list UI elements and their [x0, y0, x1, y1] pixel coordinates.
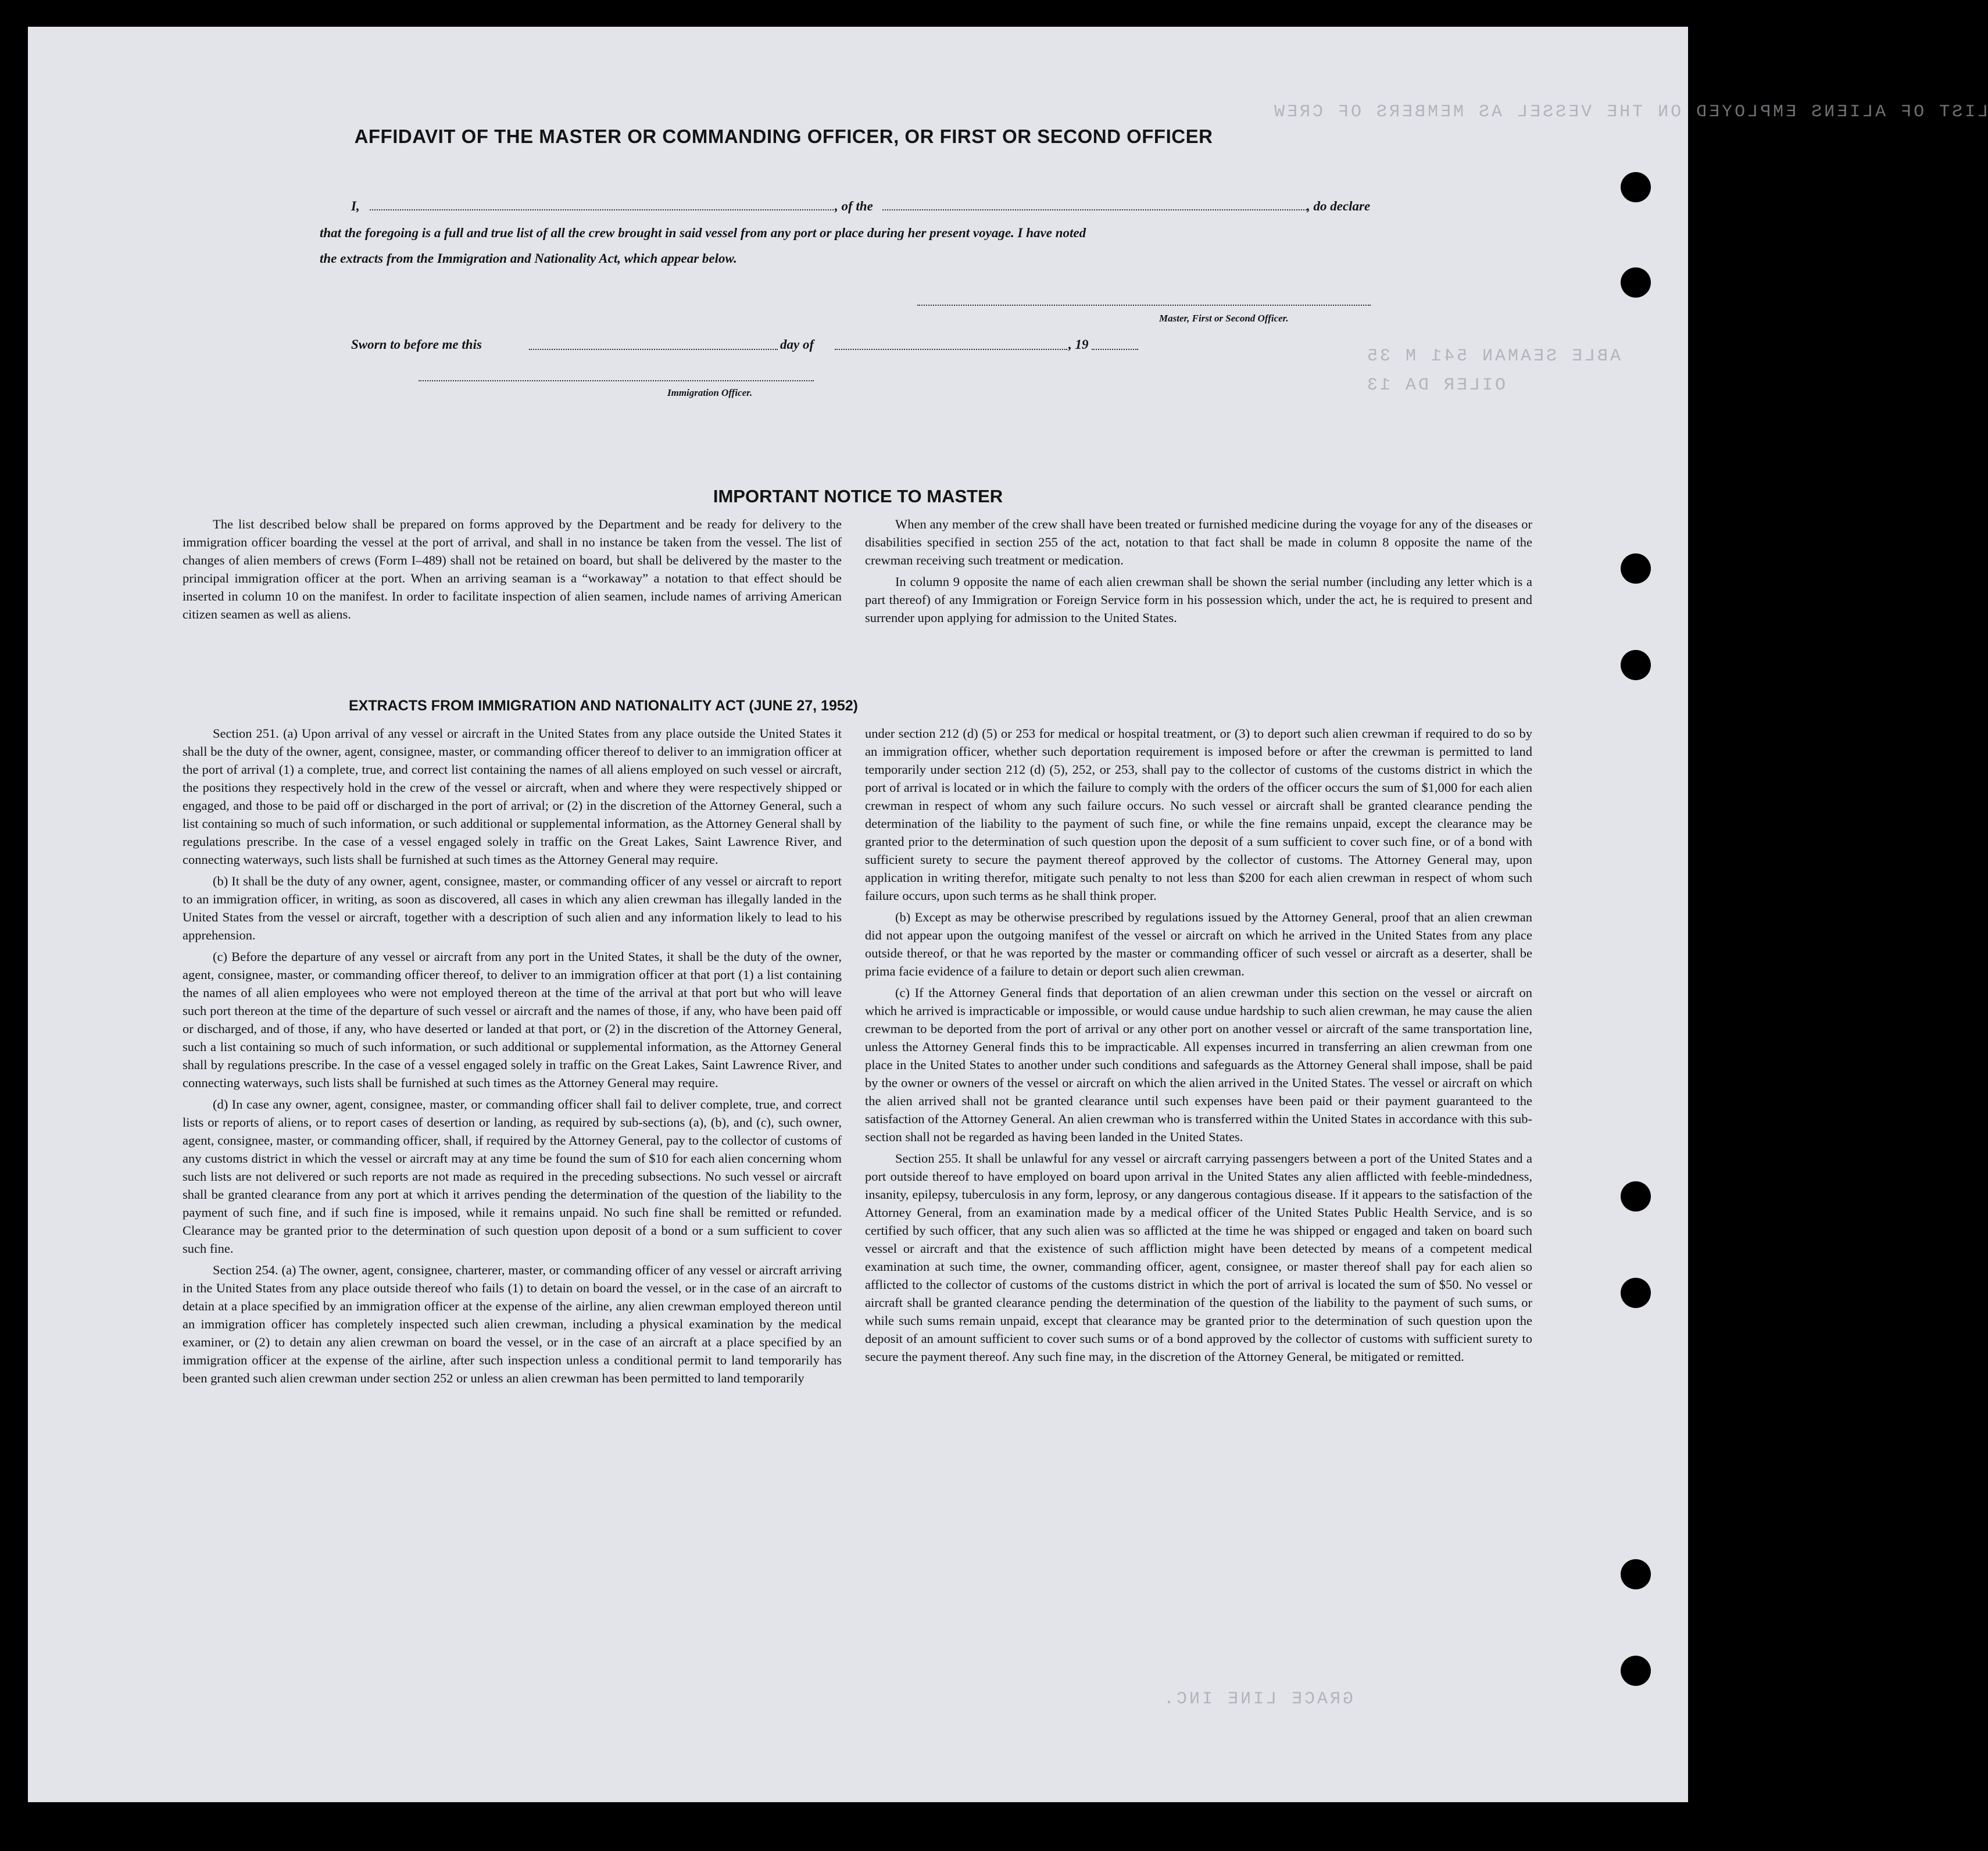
bleed-through-text: OILER DA 13 [1365, 376, 1506, 395]
section-254-b: (b) Except as may be otherwise prescribed by regulations issued by the Attorney General, proof that an alien crewman did not appear upon the outgoing manifest of the vessel or aircraft on which he arrived in the United States from any place outside thereof, or that he was reported by the master or commanding officer of such vessel or aircraft as a deserter, shall be prima facie evidence of a failure to detain or deport such alien crewman. [865, 910, 1532, 978]
extracts-right-column [865, 724, 1532, 1369]
section-255: Section 255. It shall be unlawful for any vessel or aircraft carrying passengers between a port of the United States and a port outside thereof to have employed on board upon arrival in the United States any alien afflicted with feeble-mindedness, insanity, epilepsy, tuberculosis in any form, leprosy, or any dangerous contagious disease. If it appears to the satisfaction of the Attorney General, from an examination made by a medical officer of the United States Public Health Service, and is so certified by such officer, that any such alien was so afflicted at the time he was shipped or engaged and taken on board such vessel or aircraft and that the existence of such affliction might have been detected by means of a competent medical examination at such time, the owner, commanding officer, agent, consignee, or master thereof shall pay for each alien so afflicted to the collector of customs of the customs district in which the port of arrival is located the sum of $50. No vessel or aircraft shall be granted clearance pending the determination of the question of the liability to the payment of such sums, or while such sums remain unpaid, except that clearance may be granted prior to the determination of such question upon the deposit of an amount sufficient to cover such sums or of a bond approved by the collector of customs with sufficient surety to secure the payment thereof. Any such fine may, in the discretion of the Attorney General, be mitigated or remitted. [865, 1151, 1532, 1364]
section-254-c: (c) If the Attorney General finds that deportation of an alien crewman under this section on the vessel or aircraft on which he arrived is impracticable or impossible, or would cause undue hardship to such alien crewman, he may cause the alien crewman to be deported from the port of arrival or any other port on another vessel or aircraft of the same transportation line, unless the Attorney General finds this to be impracticable. All expenses incurred in transferring an alien crewman from one place in the United States to another under such conditions and safeguards as the Attorney General shall impose, shall be paid by the owner or owners of the vessel or aircraft on which the alien arrived in the United States. The vessel or aircraft on which the alien arrived shall not be granted clearance until such expenses have been paid or their payment guaranteed to the satisfaction of the Attorney General. An alien crewman who is transferred within the United States in accordance with this sub-section shall not be regarded as having been landed in the United States. [865, 985, 1532, 1144]
notice-right-column [865, 515, 1532, 630]
notice-left-column [183, 515, 842, 627]
notice-right-paragraph-1: When any member of the crew shall have been treated or furnished medicine during the voyage for any of the diseases or disabilities specified in section 255 of the act, notation to that fact shall be made in column 8 opposite the name of the crewman receiving such treatment or medication. [865, 517, 1532, 567]
affidavit-text-line1: that the foregoing is a full and true list of all the crew brought in said vessel from any port or place during her present voyage. I have noted [320, 226, 1086, 240]
vessel-blank [882, 209, 1307, 210]
punch-hole [1621, 172, 1651, 202]
sworn-year-blank [1092, 349, 1138, 350]
bleed-through-text: ABLE SEAMAN 541 M 35 [1365, 346, 1621, 366]
sworn-day-blank [529, 349, 778, 350]
punch-hole [1621, 650, 1651, 680]
section-251-c: (c) Before the departure of any vessel or aircraft from any port in the United States, it shall be the duty of the owner, agent, consignee, master, or commanding officer thereof, to deliver to an immigration officer at that port (1) a list containing the names of all alien employees who were not employed thereon at the time of the arrival at that port but who will leave such port thereon at the time of the departure of such vessel or aircraft and the names of those, if any, who have been paid off or discharged, and of those, if any, who have deserted or landed at that port, or (2) in the discretion of the Attorney General, such a list containing so much of such information, or such additional or supplemental information, as the Attorney General shall by regulations prescribe. In the case of a vessel engaged solely in traffic on the Great Lakes, Saint Lawrence River, and connecting waterways, such lists shall be furnished at such times as the Attorney General may require. [183, 949, 842, 1090]
notice-title: IMPORTANT NOTICE TO MASTER [713, 486, 1003, 506]
name-blank [370, 209, 834, 210]
punch-hole [1621, 1559, 1651, 1589]
master-signature-line [917, 305, 1371, 306]
bleed-through-text: LIST OF ALIENS EMPLOYED ON THE VESSEL AS MEMBERS OF CREW [1272, 102, 1988, 122]
section-251-b: (b) It shall be the duty of any owner, agent, consignee, master, or commanding officer of any vessel or aircraft to report to an immigration officer, in writing, as soon as discovered, all cases in which any alien crewman has illegally landed in the United States from the vessel or aircraft, together with a description of such alien and any information likely to lead to his apprehension. [183, 874, 842, 942]
document-page [28, 27, 1988, 1802]
notice-right-paragraph-2: In column 9 opposite the name of each alien crewman shall be shown the serial number (including any letter which is a part thereof) of any Immigration or Foreign Service form in his possession which, under the act, he is required to present and surrender upon applying for admission to the United States. [865, 574, 1532, 625]
punch-hole [1621, 1181, 1651, 1212]
affidavit-text-line2: the extracts from the Immigration and Nationality Act, which appear below. [320, 251, 737, 266]
i-label: I, [351, 199, 360, 213]
section-254-a-continued: under section 212 (d) (5) or 253 for medical or hospital treatment, or (3) to deport such alien crewman if required to do so by an immigration officer, whether such deportation requirement is imposed before or after the crewman is permitted to land temporarily under section 212 (d) (5), 252, or 253, shall pay to the collector of customs of the customs district in which the port of arrival is located or in which the failure to comply with the orders of the officer occurs the sum of $1,000 for each alien crewman in respect of whom any such failure occurs. No such vessel or aircraft shall be granted clearance pending the determination of the liability to the payment of such fine, or while the fine remains unpaid, except the clearance may be granted prior to the determination of such question upon the deposit of a sum sufficient to cover such fine, or of a bond with sufficient surety to secure the payment thereof approved by the collector of customs. The Attorney General may, upon application in writing therefor, mitigate such penalty to not less than $200 for each alien crewman in respect of whom such failure occurs, upon such terms as he shall think proper. [865, 726, 1532, 903]
affidavit-title: AFFIDAVIT OF THE MASTER OR COMMANDING OFFICER, OR FIRST OR SECOND OFFICER [354, 126, 1213, 147]
punch-hole [1621, 553, 1651, 584]
section-251-d: (d) In case any owner, agent, consignee, master, or commanding officer shall fail to deliver complete, true, and correct lists or reports of aliens, or to report cases of desertion or landing, as required by sub-sections (a), (b), and (c), such owner, agent, consignee, master, or commanding officer, shall, if required by the Attorney General, pay to the collector of customs of any customs district in which the vessel or aircraft may at any time be found the sum of $10 for each alien concerning whom such lists are not delivered or such reports are not made as required in the preceding subsections. No such vessel or aircraft shall be granted clearance from any port at which it arrives pending the determination of the question of the liability to the payment of such fine, and if such fine is imposed, while it remains unpaid. No such fine shall be remitted or refunded. Clearance may be granted prior to the determination of such question upon deposit of a bond or a sum sufficient to cover such fine. [183, 1097, 842, 1256]
year-label: , 19 [1068, 337, 1089, 352]
punch-hole [1621, 1656, 1651, 1686]
declare-label: , do declare [1307, 199, 1371, 213]
immigration-officer-label: Immigration Officer. [667, 387, 753, 398]
of-the-label: , of the [835, 199, 873, 213]
sworn-month-blank [835, 349, 1067, 350]
section-254-a: Section 254. (a) The owner, agent, consignee, charterer, master, or commanding officer of any vessel or aircraft arriving in the United States from any place outside thereof who fails (1) to detain on board the vessel, or in the case of an aircraft to detain at a place specified by an immigration officer at the expense of the airline, any alien crewman employed thereon until an immigration officer has completely inspected such alien crewman, including a physical examination by the medical examiner, or (2) to detain any alien crewman on board the vessel, or in the case of an aircraft at a place specified by an immigration officer at the expense of the airline, after such inspection unless a conditional permit to land temporarily has been granted such alien crewman under section 252 or unless an alien crewman has been permitted to land temporarily [183, 1263, 842, 1385]
day-of-label: day of [780, 337, 814, 352]
master-signature-label: Master, First or Second Officer. [1159, 313, 1289, 324]
sworn-label: Sworn to before me this [351, 337, 482, 352]
bleed-through-text: GRACE LINE INC. [1161, 1689, 1354, 1709]
extracts-left-column [183, 724, 842, 1391]
immigration-officer-line [419, 380, 814, 381]
punch-hole [1621, 1278, 1651, 1308]
punch-hole [1621, 267, 1651, 298]
section-251-a: Section 251. (a) Upon arrival of any vessel or aircraft in the United States from any place outside the United States it shall be the duty of the owner, agent, consignee, master, or commanding officer thereof to deliver to an immigration officer at the port of arrival (1) a complete, true, and correct list containing the names of all aliens employed on such vessel or aircraft, the positions they respectively hold in the crew of the vessel or aircraft, when and where they were respectively shipped or engaged, and those to be paid off or discharged in the port of arrival; or (2) in the discretion of the Attorney General, such a list containing so much of such information, or such additional or supplemental information, as the Attorney General shall by regulations prescribe. In the case of a vessel engaged solely in traffic on the Great Lakes, Saint Lawrence River, and connecting waterways, such lists shall be furnished at such times as the Attorney General may require. [183, 726, 842, 867]
extracts-title: EXTRACTS FROM IMMIGRATION AND NATIONALITY ACT (JUNE 27, 1952) [349, 698, 858, 714]
notice-left-paragraph: The list described below shall be prepared on forms approved by the Department and be ready for delivery to the immigration officer boarding the vessel at the port of arrival, and shall in no instance be taken from the vessel. The list of changes of alien members of crews (Form I–489) shall not be retained on board, but shall be delivered by the master to the principal immigration officer at the port. When an arriving seaman is a “workaway” a notation to that effect should be inserted in column 10 on the manifest. In order to facilitate inspection of alien seamen, include names of arriving American citizen seamen as well as aliens. [183, 517, 842, 621]
